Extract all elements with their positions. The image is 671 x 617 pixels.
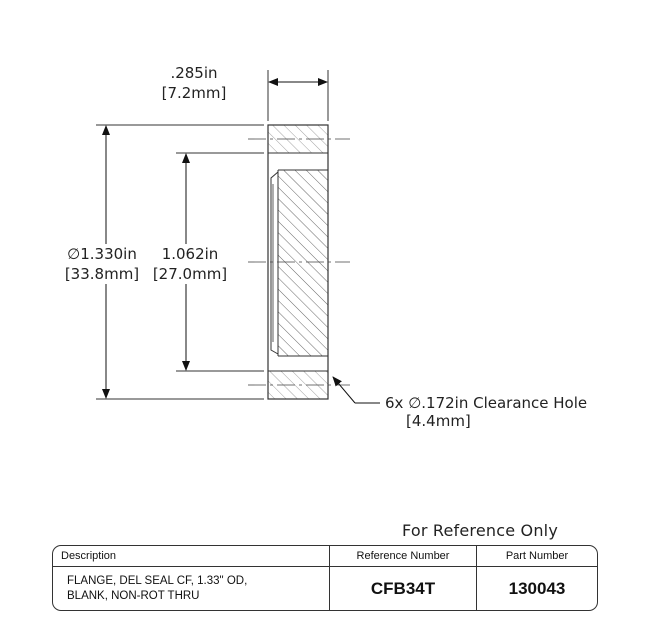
description-line-1: FLANGE, DEL SEAL CF, 1.33" OD, (67, 574, 248, 587)
inner-dimension (153, 153, 264, 371)
thickness-inch-label: .285in (170, 64, 218, 82)
description-line-2: BLANK, NON-ROT THRU (67, 589, 200, 602)
title-block-table (53, 546, 597, 610)
reference-number-header: Reference Number (330, 546, 477, 567)
hole-callout (333, 377, 587, 430)
outer-diameter-inch-label: ∅1.330in (67, 245, 137, 263)
reference-number-value: CFB34T (330, 567, 477, 611)
outer-diameter-mm-label: [33.8mm] (64, 265, 140, 283)
thickness-dimension (162, 64, 328, 121)
title-block (52, 545, 598, 611)
description-cell (53, 567, 330, 611)
title-block-value-row (53, 567, 597, 611)
thickness-mm-label: [7.2mm] (161, 84, 227, 102)
hole-callout-label: 6x ∅.172in Clearance Hole (385, 394, 588, 412)
part-number-header: Part Number (477, 546, 598, 567)
hole-callout-mm-label: [4.4mm] (406, 412, 471, 430)
inner-mm-label: [27.0mm] (152, 265, 228, 283)
title-block-header-row (53, 546, 597, 567)
reference-only-note: For Reference Only (402, 521, 558, 540)
inner-inch-label: 1.062in (161, 245, 219, 263)
description-header: Description (53, 546, 330, 567)
part-number-value: 130043 (477, 567, 598, 611)
